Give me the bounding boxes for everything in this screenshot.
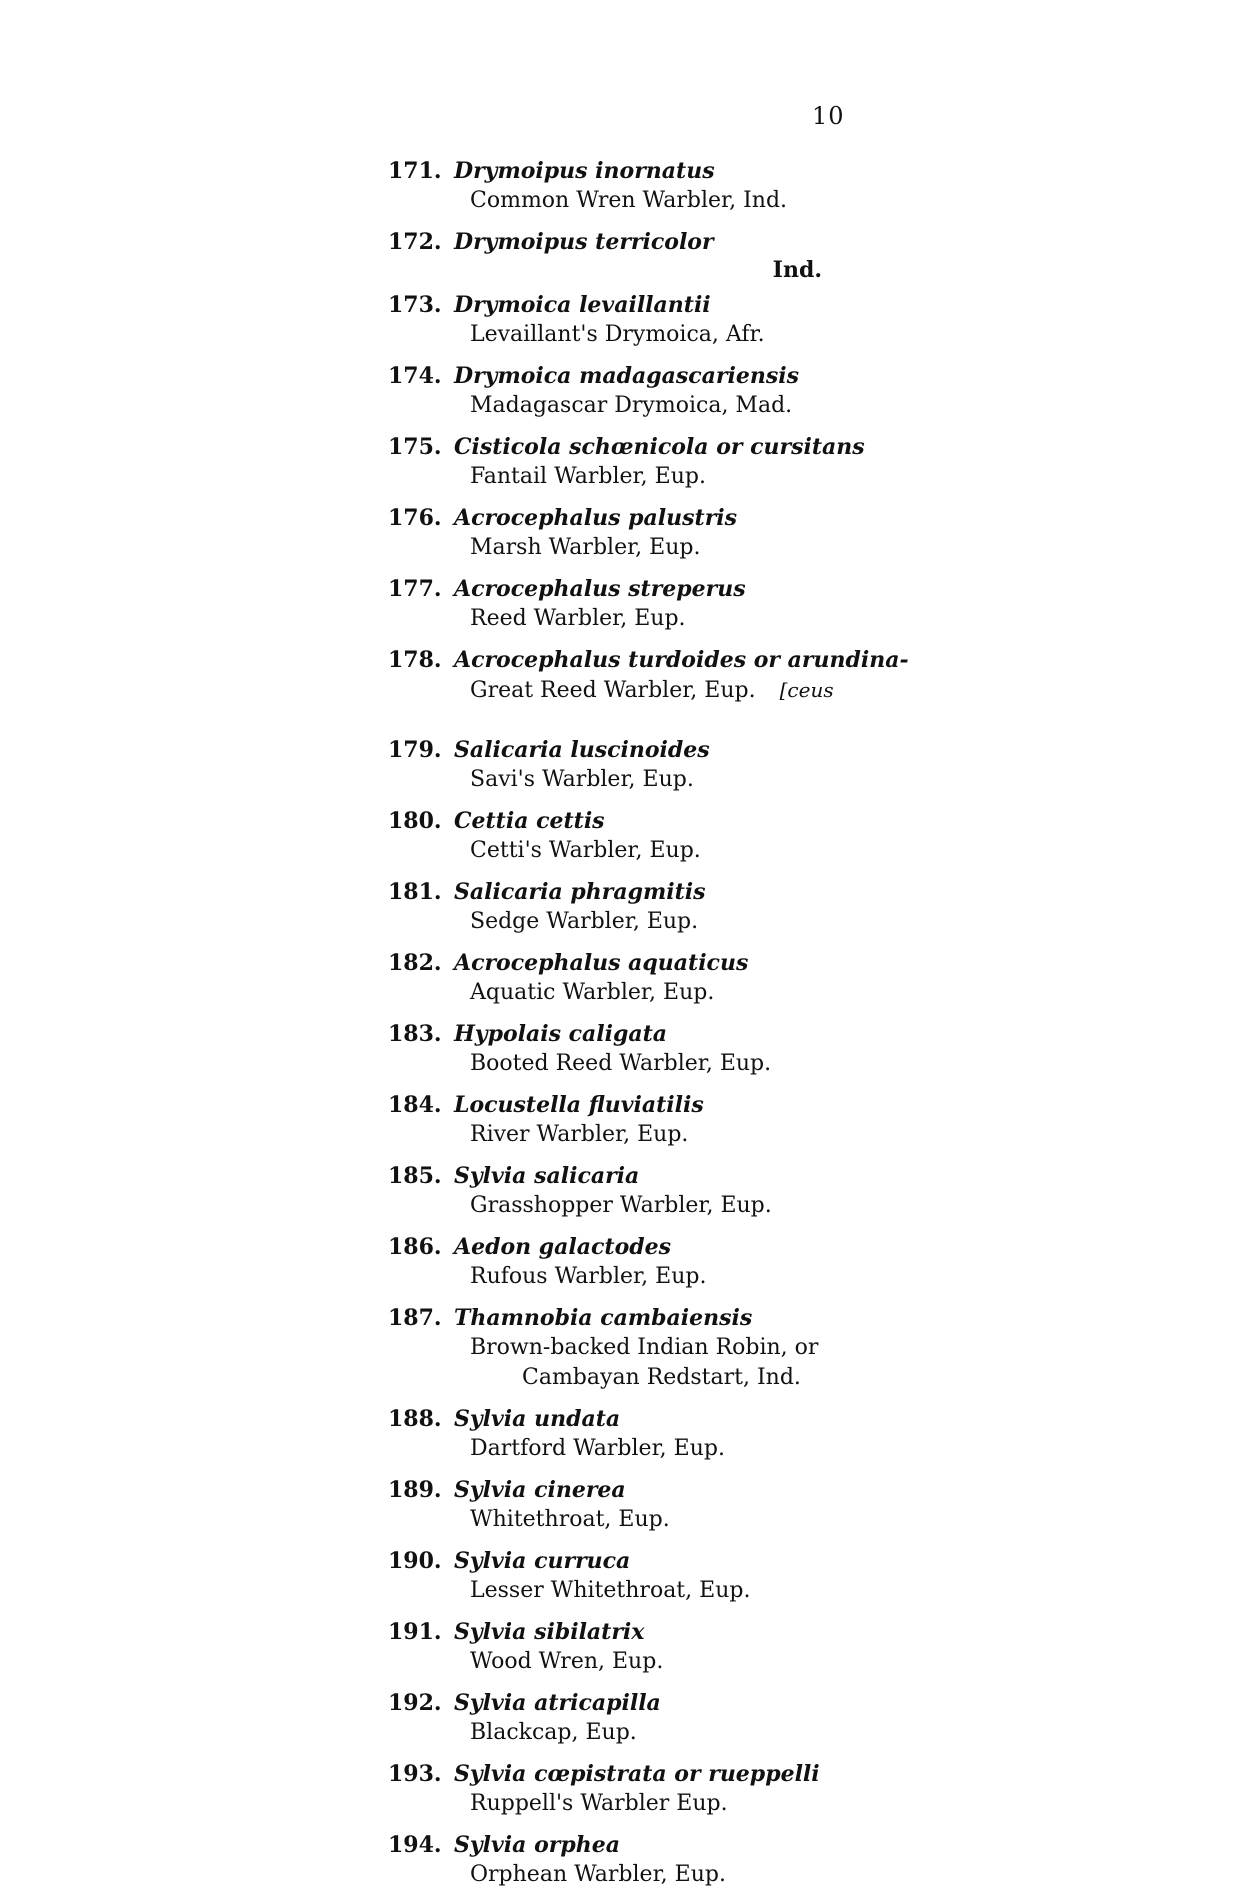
common-name: Rufous Warbler, Eup. bbox=[470, 1264, 707, 1289]
list-item bbox=[388, 1830, 908, 1890]
entry-number: 190. bbox=[388, 1548, 442, 1574]
common-name-row bbox=[388, 675, 908, 705]
scientific-name: Acrocephalus palustris bbox=[454, 505, 738, 531]
entry-number: 176. bbox=[388, 505, 442, 531]
scientific-name: Sylvia sibilatrix bbox=[454, 1619, 645, 1645]
entry-number: 188. bbox=[388, 1406, 442, 1432]
list-item bbox=[388, 1019, 908, 1079]
common-name: Aquatic Warbler, Eup. bbox=[470, 980, 715, 1005]
entry-number: 173. bbox=[388, 292, 442, 318]
scientific-name: Acrocephalus streperus bbox=[454, 576, 746, 602]
list-item bbox=[388, 1475, 908, 1535]
entry-number: 179. bbox=[388, 737, 442, 763]
scientific-name: Drymoipus terricolor bbox=[454, 229, 714, 255]
list-item bbox=[388, 290, 908, 350]
scientific-name: Salicaria phragmitis bbox=[454, 879, 706, 905]
common-name: Sedge Warbler, Eup. bbox=[470, 909, 699, 934]
common-name: River Warbler, Eup. bbox=[470, 1122, 689, 1147]
scientific-name: Sylvia curruca bbox=[454, 1548, 631, 1574]
common-name: Wood Wren, Eup. bbox=[470, 1649, 664, 1674]
list-item bbox=[388, 806, 908, 866]
species-list bbox=[388, 156, 908, 1901]
common-name: Savi's Warbler, Eup. bbox=[470, 767, 694, 792]
common-name: Lesser Whitethroat, Eup. bbox=[470, 1578, 751, 1603]
common-name: Brown-backed Indian Robin, or bbox=[470, 1335, 819, 1360]
list-item bbox=[388, 645, 908, 705]
scientific-name: Sylvia cinerea bbox=[454, 1477, 626, 1503]
entry-number: 182. bbox=[388, 950, 442, 976]
list-item bbox=[388, 735, 908, 795]
common-name: Reed Warbler, Eup. bbox=[470, 606, 686, 631]
scientific-name: Hypolais caligata bbox=[454, 1021, 668, 1047]
common-name: Whitethroat, Eup. bbox=[470, 1507, 670, 1532]
entry-number: 186. bbox=[388, 1234, 442, 1260]
scientific-name: Thamnobia cambaiensis bbox=[454, 1305, 753, 1331]
common-name: Common Wren Warbler, Ind. bbox=[470, 188, 788, 213]
scientific-name: Drymoipus inornatus bbox=[454, 158, 715, 184]
scientific-name: Cisticola schœnicola or cursitans bbox=[454, 434, 865, 460]
common-name: Madagascar Drymoica, Mad. bbox=[470, 393, 793, 418]
scientific-name: Sylvia orphea bbox=[454, 1832, 620, 1858]
common-name: Booted Reed Warbler, Eup. bbox=[470, 1051, 772, 1076]
list-item bbox=[388, 1759, 908, 1819]
entry-number: 171. bbox=[388, 158, 442, 184]
list-item bbox=[388, 1232, 908, 1292]
list-item bbox=[388, 503, 908, 563]
entry-number: 194. bbox=[388, 1832, 442, 1858]
common-name-continuation: Cambayan Redstart, Ind. bbox=[522, 1365, 801, 1390]
list-item bbox=[388, 1617, 908, 1677]
scientific-name: Sylvia salicaria bbox=[454, 1163, 640, 1189]
entry-number: 183. bbox=[388, 1021, 442, 1047]
common-name: Levaillant's Drymoica, Afr. bbox=[470, 322, 765, 347]
entry-number: 174. bbox=[388, 363, 442, 389]
list-item bbox=[388, 1546, 908, 1606]
scientific-name: Salicaria luscinoides bbox=[454, 737, 710, 763]
list-item bbox=[388, 877, 908, 937]
entry-number: 181. bbox=[388, 879, 442, 905]
list-item bbox=[388, 1161, 908, 1221]
entry-number: 192. bbox=[388, 1690, 442, 1716]
scientific-name: Acrocephalus aquaticus bbox=[454, 950, 749, 976]
list-item bbox=[388, 948, 908, 1008]
common-name: Blackcap, Eup. bbox=[470, 1720, 637, 1745]
page-number: 10 bbox=[812, 102, 845, 130]
list-item bbox=[388, 574, 908, 634]
scientific-name: Locustella fluviatilis bbox=[454, 1092, 704, 1118]
entry-number: 189. bbox=[388, 1477, 442, 1503]
scientific-name: Sylvia cœpistrata or rueppelli bbox=[454, 1761, 820, 1787]
list-item bbox=[388, 1090, 908, 1150]
list-item bbox=[388, 361, 908, 421]
entry-number: 172. bbox=[388, 229, 442, 255]
entry-number: 191. bbox=[388, 1619, 442, 1645]
list-item bbox=[388, 1688, 908, 1748]
scientific-name: Cettia cettis bbox=[454, 808, 605, 834]
entry-number: 178. bbox=[388, 647, 442, 673]
scientific-name: Sylvia undata bbox=[454, 1406, 621, 1432]
common-name: Marsh Warbler, Eup. bbox=[470, 535, 701, 560]
common-name: Orphean Warbler, Eup. bbox=[470, 1862, 726, 1887]
scientific-name: Drymoica madagascariensis bbox=[454, 363, 799, 389]
entry-number: 193. bbox=[388, 1761, 442, 1787]
scientific-name: Drymoica levaillantii bbox=[454, 292, 711, 318]
common-name: Grasshopper Warbler, Eup. bbox=[470, 1193, 772, 1218]
entry-number: 177. bbox=[388, 576, 442, 602]
scientific-name: Sylvia atricapilla bbox=[454, 1690, 661, 1716]
list-item bbox=[388, 432, 908, 492]
common-name: Ruppell's Warbler Eup. bbox=[470, 1791, 728, 1816]
entry-number: 184. bbox=[388, 1092, 442, 1118]
continuation-note: [ceus bbox=[779, 678, 834, 702]
region-note: Ind. bbox=[772, 257, 822, 283]
list-item bbox=[388, 227, 908, 283]
entry-number: 187. bbox=[388, 1305, 442, 1331]
list-item bbox=[388, 156, 908, 216]
scientific-name: Aedon galactodes bbox=[454, 1234, 672, 1260]
entry-number: 180. bbox=[388, 808, 442, 834]
common-name: Fantail Warbler, Eup. bbox=[470, 464, 706, 489]
list-item bbox=[388, 1404, 908, 1464]
common-name: Cetti's Warbler, Eup. bbox=[470, 838, 701, 863]
scientific-name: Acrocephalus turdoides or arundina- bbox=[454, 647, 909, 673]
entry-number: 185. bbox=[388, 1163, 442, 1189]
entry-number: 175. bbox=[388, 434, 442, 460]
common-name: Dartford Warbler, Eup. bbox=[470, 1436, 725, 1461]
list-item bbox=[388, 1303, 908, 1393]
common-name: Great Reed Warbler, Eup. bbox=[470, 678, 756, 703]
